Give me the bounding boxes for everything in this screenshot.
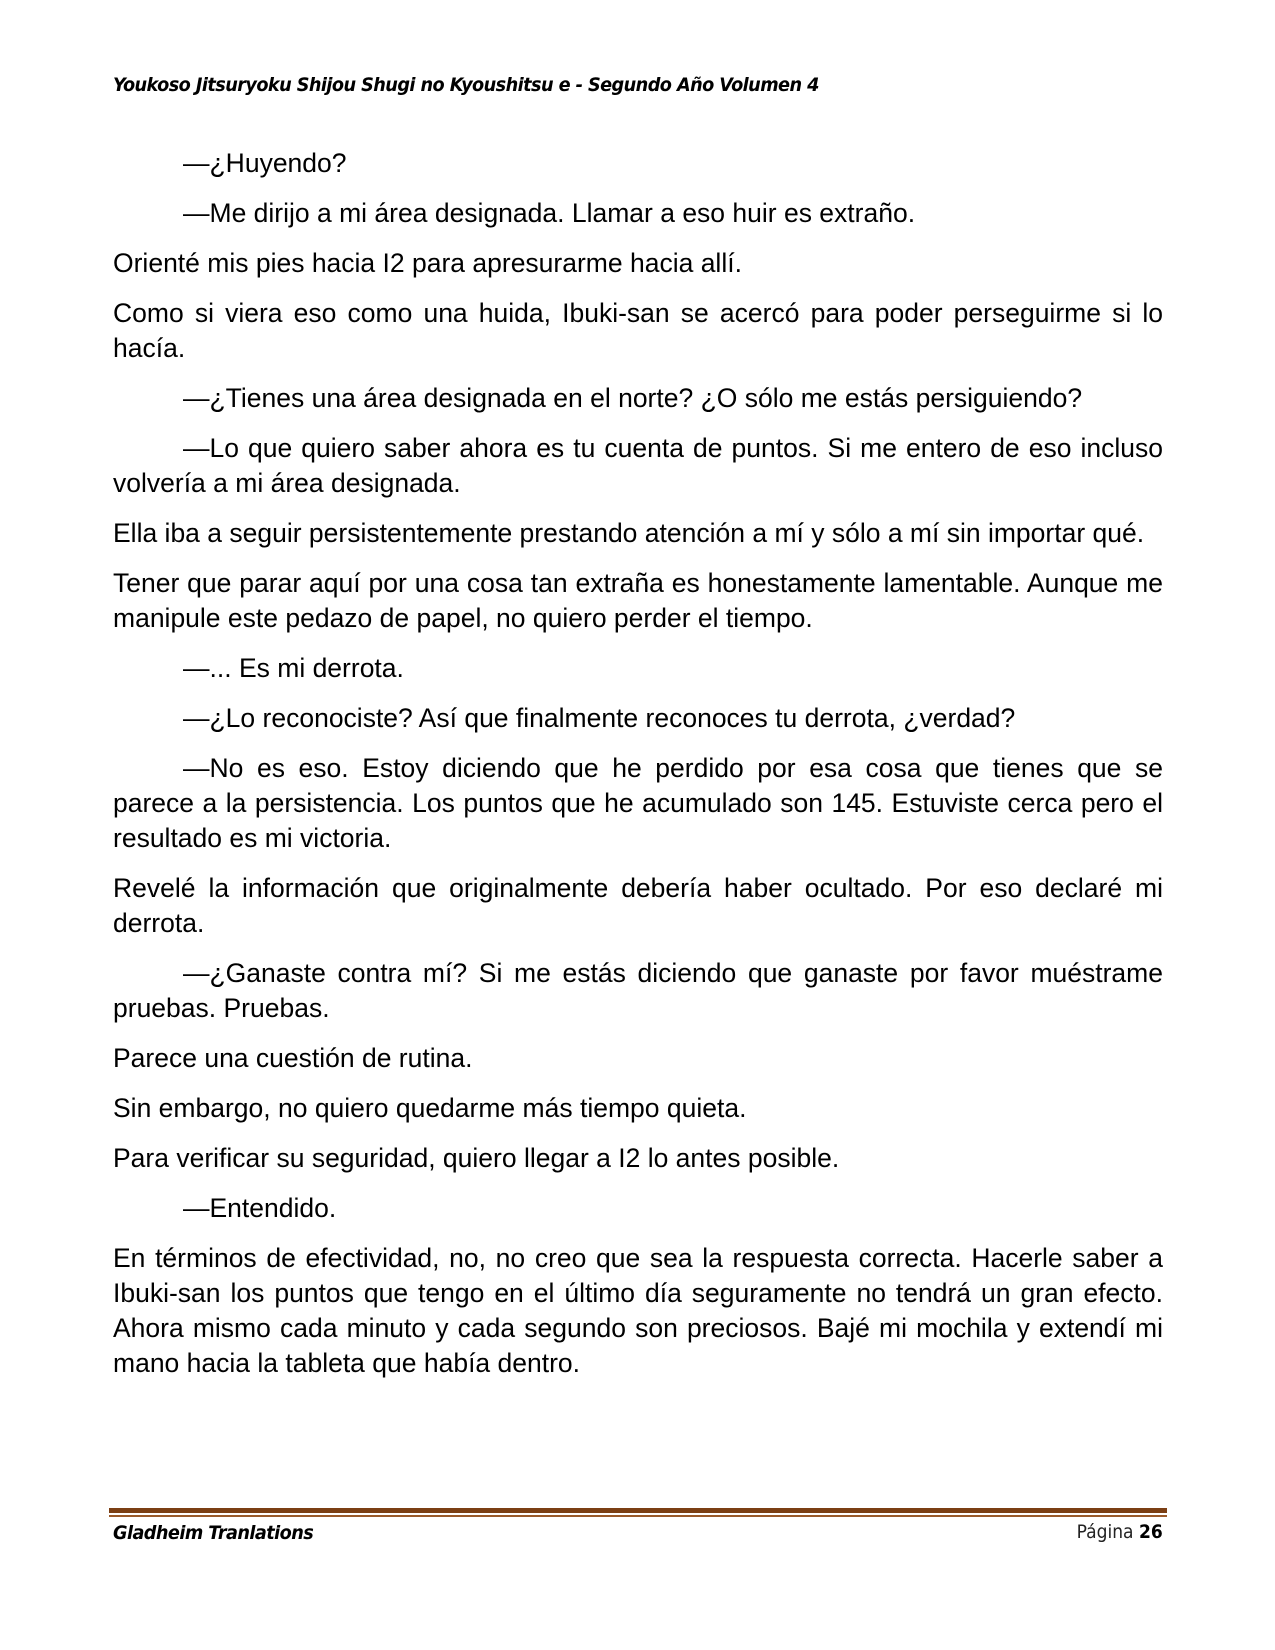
paragraph-dialog: —¿Lo reconociste? Así que finalmente reconoces tu derrota, ¿verdad?: [183, 703, 1016, 733]
paragraph-dialog: —Entendido.: [183, 1193, 337, 1223]
paragraph-dialog: —¿Huyendo?: [183, 148, 347, 178]
header-title: Youkoso Jitsuryoku Shijou Shugi no Kyoushitsu e - Segundo Año Volumen 4: [113, 74, 819, 96]
paragraph-narration: Revelé la información que originalmente debería haber ocultado. Por eso declaré mi derrota.: [113, 873, 1163, 938]
paragraph-narration: En términos de efectividad, no, no creo que sea la respuesta correcta. Hacerle saber a Ibuki-san los puntos que tengo en el último día seguramente no tendrá un gran efecto. Ahora mismo cada minuto y cada segundo son preciosos. Bajé mi mochila y extendí mi mano hacia la tableta que había dentro.: [113, 1243, 1163, 1378]
paragraph-dialog: —... Es mi derrota.: [183, 653, 404, 683]
paragraph-narration: Como si viera eso como una huida, Ibuki-san se acercó para poder perseguirme si lo hacía.: [113, 298, 1163, 363]
paragraph-dialog: —Me dirijo a mi área designada. Llamar a eso huir es extraño.: [183, 198, 916, 228]
paragraph-narration: Ella iba a seguir persistentemente prestando atención a mí y sólo a mí sin importar qué.: [113, 518, 1145, 548]
paragraph-narration: Para verificar su seguridad, quiero llegar a I2 lo antes posible.: [113, 1143, 840, 1173]
paragraph-narration: Parece una cuestión de rutina.: [113, 1043, 473, 1073]
footer-divider: [109, 1508, 1167, 1513]
body-text: [113, 146, 1163, 1396]
footer-page-number: [1077, 1521, 1163, 1543]
paragraph-dialog: —¿Ganaste contra mí? Si me estás diciendo que ganaste por favor muéstrame pruebas. Pruebas.: [113, 958, 1163, 1023]
paragraph-dialog: —No es eso. Estoy diciendo que he perdido por esa cosa que tienes que se parece a la persistencia. Los puntos que he acumulado son 145. Estuviste cerca pero el resultado es mi victoria.: [113, 753, 1163, 853]
page-number: 26: [1139, 1521, 1163, 1543]
footer-divider-thin: [109, 1515, 1167, 1517]
paragraph-narration: Tener que parar aquí por una cosa tan extraña es honestamente lamentable. Aunque me manipule este pedazo de papel, no quiero perder el tiempo.: [113, 568, 1163, 633]
page-label: Página: [1076, 1521, 1134, 1543]
paragraph-narration: Sin embargo, no quiero quedarme más tiempo quieta.: [113, 1093, 747, 1123]
paragraph-narration: Orienté mis pies hacia I2 para apresurarme hacia allí.: [113, 248, 742, 278]
footer-publisher: Gladheim Tranlations: [113, 1522, 314, 1544]
paragraph-dialog: —Lo que quiero saber ahora es tu cuenta de puntos. Si me entero de eso incluso volvería a mi área designada.: [113, 433, 1163, 498]
paragraph-dialog: —¿Tienes una área designada en el norte? ¿O sólo me estás persiguiendo?: [183, 383, 1083, 413]
